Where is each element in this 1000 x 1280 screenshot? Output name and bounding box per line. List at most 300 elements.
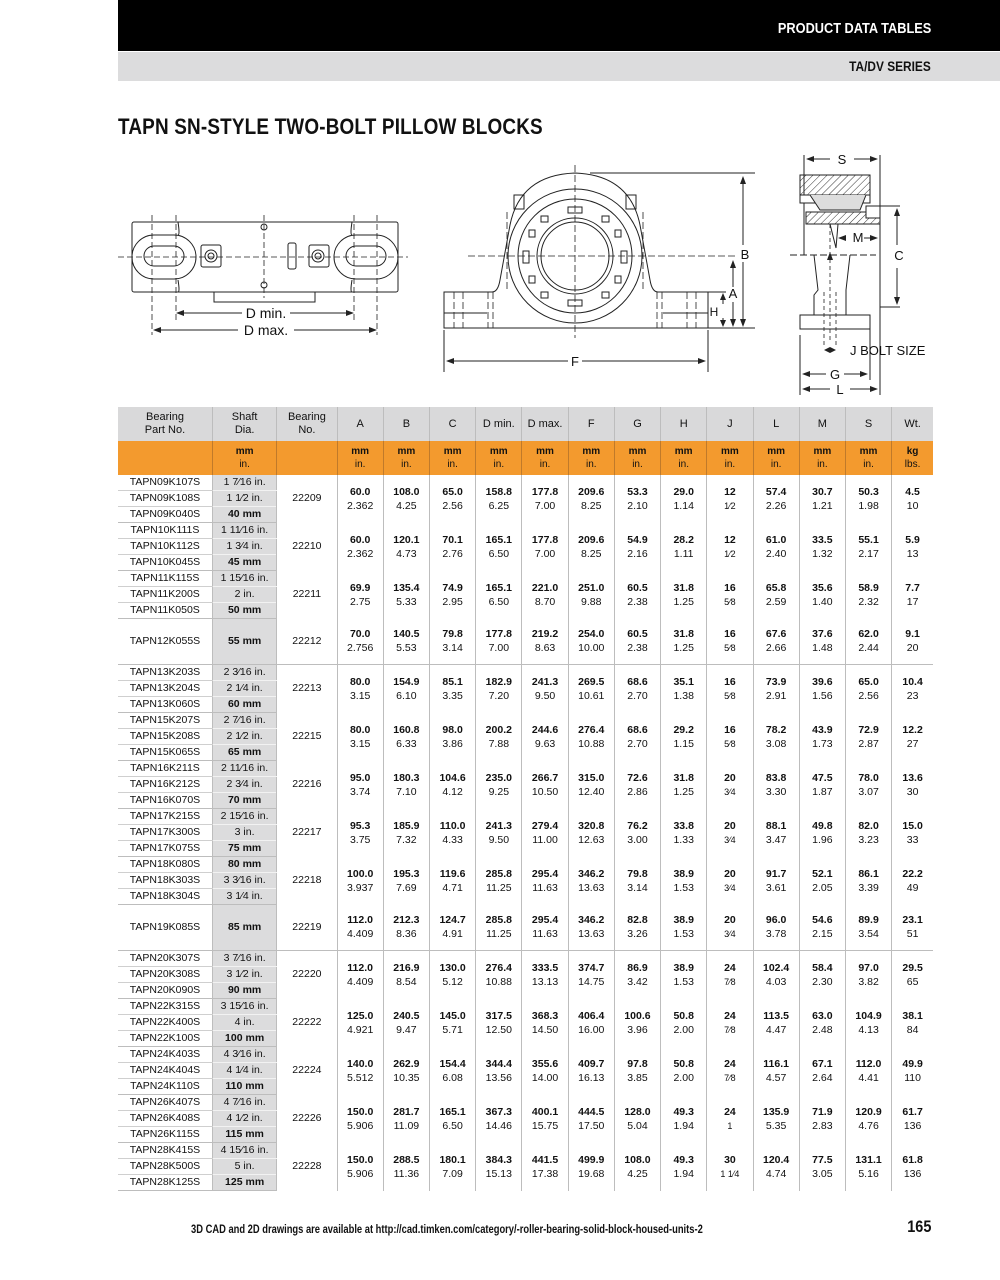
shaft-diameter-cell: 115 mm	[212, 1127, 276, 1143]
unit-metric: mm	[397, 446, 416, 457]
metric-value: 65.0	[858, 675, 879, 688]
metric-value: 262.9	[393, 1057, 420, 1070]
dim-s-label: S	[837, 152, 847, 167]
dimension-cell-g	[614, 951, 660, 999]
dimension-cell-g	[614, 571, 660, 619]
dimension-cell-wt	[892, 571, 933, 619]
part-number-cell: TAPN19K085S	[118, 905, 212, 951]
shaft-diameter-cell: 2 3⁄16 in.	[212, 665, 276, 681]
imperial-value: 8.54	[396, 975, 417, 988]
dimension-cell-g	[614, 761, 660, 809]
shaft-diameter-cell: 1 15⁄16 in.	[212, 571, 276, 587]
metric-value: 5.9	[905, 533, 920, 546]
metric-value: 49.8	[812, 819, 833, 832]
metric-value: 29.5	[902, 961, 923, 974]
unit-metric: kg	[906, 446, 919, 457]
metric-value: 80.0	[349, 675, 371, 688]
dimension-cell-f	[568, 475, 614, 523]
imperial-value: 1.25	[673, 595, 694, 608]
imperial-value: 136	[903, 1119, 922, 1132]
shaft-diameter-cell: 3 1⁄4 in.	[212, 889, 276, 905]
dimension-cell-h	[661, 713, 707, 761]
dimension-cell-wt	[892, 665, 933, 713]
unit-imperial: in.	[401, 459, 412, 470]
imperial-value: 8.36	[396, 928, 417, 941]
metric-value: 37.6	[812, 628, 833, 641]
dimension-cell-a	[337, 951, 383, 999]
dimension-cell-dmin	[476, 523, 522, 571]
series-title: TA/DV SERIES	[849, 59, 931, 74]
bearing-number-cell: 22219	[277, 905, 337, 951]
dimension-cell-m	[799, 523, 845, 571]
metric-value: 60.0	[349, 485, 371, 498]
imperial-value: 3.15	[349, 689, 371, 702]
imperial-value: 10.88	[485, 975, 512, 988]
dimension-cell-dmin	[476, 761, 522, 809]
shaft-diameter-cell: 110 mm	[212, 1079, 276, 1095]
imperial-value: 1.48	[812, 642, 833, 655]
imperial-value: 5.04	[627, 1119, 648, 1132]
dimension-cell-c	[429, 999, 475, 1047]
unit-imperial: in.	[354, 459, 366, 470]
imperial-value: 30	[906, 785, 919, 798]
metric-value: 200.2	[485, 723, 512, 736]
metric-value: 295.4	[531, 914, 559, 927]
metric-value: 65.0	[442, 485, 463, 498]
metric-value: 30	[724, 1153, 736, 1166]
unit-imperial: in.	[239, 459, 250, 470]
dimension-cell-c	[429, 1095, 475, 1143]
imperial-value: 2.15	[812, 928, 833, 941]
imperial-value: 5.512	[347, 1071, 374, 1084]
metric-value: 24	[724, 1009, 736, 1022]
column-header-wt	[892, 407, 933, 441]
column-header-part	[118, 407, 212, 441]
shaft-diameter-cell: 4 1⁄2 in.	[212, 1111, 276, 1127]
imperial-value: 9.50	[534, 689, 556, 702]
metric-value: 355.6	[531, 1057, 559, 1070]
imperial-value: 33	[906, 833, 919, 846]
dimension-cell-dmin	[476, 619, 522, 665]
metric-value: 24	[724, 961, 736, 974]
imperial-value: 3.39	[858, 881, 879, 894]
front-view-drawing	[430, 140, 770, 380]
dimension-cell-c	[429, 809, 475, 857]
dimension-cell-m	[799, 619, 845, 665]
unit-cell-c	[429, 441, 475, 475]
shaft-diameter-cell: 2 in.	[212, 587, 276, 603]
metric-value: 33.5	[812, 533, 833, 546]
part-number-cell: TAPN10K112S	[118, 539, 212, 555]
dimension-cell-j	[707, 713, 753, 761]
dimension-cell-l	[753, 1047, 799, 1095]
part-number-cell: TAPN11K115S	[118, 571, 212, 587]
imperial-value: 10.35	[393, 1071, 420, 1084]
dimension-cell-dmin	[476, 809, 522, 857]
imperial-value: 2.30	[812, 975, 833, 988]
dimension-cell-wt	[892, 951, 933, 999]
imperial-value: 3.30	[765, 785, 787, 798]
unit-metric: mm	[721, 446, 739, 457]
footer-cad-note: 3D CAD and 2D drawings are available at http://cad.timken.com/category/-roller-bearing-solid-block-housed-units-2	[191, 1222, 703, 1236]
dimension-cell-a	[337, 999, 383, 1047]
metric-value: 182.9	[485, 675, 512, 688]
metric-value: 77.5	[812, 1153, 833, 1166]
metric-value: 135.4	[393, 581, 420, 594]
imperial-value: 4.409	[347, 928, 374, 941]
dimension-cell-b	[383, 475, 429, 523]
metric-value: 35.6	[812, 581, 833, 594]
metric-value: 91.7	[765, 867, 787, 880]
imperial-value: 5⁄8	[724, 643, 736, 654]
imperial-value: 3.07	[858, 785, 879, 798]
dimension-cell-m	[799, 665, 845, 713]
imperial-value: 3.23	[858, 833, 879, 846]
metric-value: 78.0	[858, 771, 879, 784]
dimension-cell-m	[799, 1095, 845, 1143]
imperial-value: 3.47	[765, 833, 787, 846]
imperial-value: 4.25	[627, 1167, 648, 1180]
imperial-value: 11.63	[532, 881, 558, 894]
dimension-cell-g	[614, 1095, 660, 1143]
dimension-cell-dmax	[522, 619, 568, 665]
metric-value: 124.7	[439, 914, 466, 927]
dimension-cell-s	[845, 665, 891, 713]
metric-value: 76.2	[627, 819, 648, 832]
dimension-cell-s	[845, 809, 891, 857]
imperial-value: 7.20	[488, 689, 510, 702]
metric-value: 95.0	[349, 771, 371, 784]
dimension-cell-h	[661, 905, 707, 951]
metric-value: 367.3	[485, 1105, 512, 1118]
dimension-cell-g	[614, 999, 660, 1047]
section-header-bar	[118, 0, 1000, 51]
metric-value: 108.0	[624, 1153, 651, 1166]
column-header-label: A	[356, 417, 364, 430]
shaft-diameter-cell: 75 mm	[212, 841, 276, 857]
imperial-value: 2.48	[812, 1023, 833, 1036]
dimension-cell-h	[661, 1047, 707, 1095]
dimension-cell-b	[383, 523, 429, 571]
part-number-cell: TAPN24K110S	[118, 1079, 212, 1095]
dimension-cell-b	[383, 619, 429, 665]
imperial-value: 17.38	[531, 1167, 559, 1180]
metric-value: 195.3	[393, 867, 420, 880]
unit-imperial: in.	[539, 459, 551, 470]
imperial-value: 4.41	[858, 1071, 879, 1084]
dimension-cell-a	[337, 475, 383, 523]
part-number-cell: TAPN17K300S	[118, 825, 212, 841]
imperial-value: 2.70	[627, 737, 648, 750]
imperial-value: 4.47	[765, 1023, 787, 1036]
metric-value: 96.0	[765, 914, 787, 927]
metric-value: 160.8	[393, 723, 420, 736]
dimension-cell-l	[753, 619, 799, 665]
imperial-value: 3.78	[765, 928, 787, 941]
metric-value: 158.8	[485, 485, 512, 498]
column-header-dmax	[522, 407, 568, 441]
unit-imperial: lbs.	[904, 459, 921, 470]
metric-value: 12.2	[902, 723, 923, 736]
dimension-cell-f	[568, 857, 614, 905]
metric-value: 60.5	[627, 581, 648, 594]
dimension-cell-f	[568, 665, 614, 713]
imperial-value: 2.05	[812, 881, 833, 894]
metric-value: 63.0	[812, 1009, 833, 1022]
imperial-value: 2.66	[765, 642, 787, 655]
imperial-value: 19.68	[578, 1167, 605, 1180]
shaft-diameter-cell: 125 mm	[212, 1175, 276, 1191]
imperial-value: 84	[906, 1023, 919, 1036]
series-header-bar	[118, 52, 1000, 81]
imperial-value: 3.75	[349, 833, 371, 846]
metric-value: 104.6	[439, 771, 466, 784]
imperial-value: 8.25	[581, 499, 602, 512]
dimension-cell-s	[845, 523, 891, 571]
dimension-cell-m	[799, 761, 845, 809]
dimension-cell-b	[383, 809, 429, 857]
dimension-cell-dmin	[476, 1143, 522, 1191]
imperial-value: 3.00	[627, 833, 648, 846]
imperial-value: 16.13	[578, 1071, 605, 1084]
dimension-cell-a	[337, 665, 383, 713]
dimension-cell-h	[661, 1143, 707, 1191]
metric-value: 60.0	[349, 533, 371, 546]
dimension-cell-f	[568, 951, 614, 999]
imperial-value: 5.12	[442, 975, 463, 988]
metric-value: 73.9	[765, 675, 787, 688]
imperial-value: 4.12	[442, 785, 463, 798]
imperial-value: 2.64	[812, 1071, 833, 1084]
dimension-cell-c	[429, 905, 475, 951]
table-row	[118, 475, 933, 491]
unit-imperial: in.	[863, 459, 874, 470]
unit-metric: mm	[351, 446, 370, 457]
imperial-value: 3.14	[442, 642, 463, 655]
imperial-value: 7.69	[396, 881, 417, 894]
imperial-value: 2.56	[858, 689, 879, 702]
column-header-label: Part No.	[144, 424, 186, 436]
metric-value: 295.4	[531, 867, 559, 880]
metric-value: 346.2	[578, 867, 605, 880]
shaft-diameter-cell: 2 11⁄16 in.	[212, 761, 276, 777]
imperial-value: 2.40	[765, 547, 787, 560]
shaft-diameter-cell: 40 mm	[212, 507, 276, 523]
metric-value: 86.1	[858, 867, 879, 880]
metric-value: 444.5	[578, 1105, 605, 1118]
dim-g-label: G	[829, 367, 841, 382]
dimension-cell-dmax	[522, 761, 568, 809]
dimension-cell-s	[845, 571, 891, 619]
imperial-value: 12.63	[578, 833, 605, 846]
imperial-value: 4.25	[396, 499, 417, 512]
imperial-value: 4.13	[858, 1023, 879, 1036]
part-number-cell: TAPN09K108S	[118, 491, 212, 507]
dimension-cell-j	[707, 571, 753, 619]
imperial-value: 2.44	[858, 642, 879, 655]
part-number-cell: TAPN20K090S	[118, 983, 212, 999]
metric-value: 240.5	[393, 1009, 420, 1022]
imperial-value: 27	[906, 737, 919, 750]
metric-value: 70.0	[349, 628, 371, 641]
metric-value: 116.1	[763, 1057, 789, 1070]
metric-value: 88.1	[765, 819, 787, 832]
imperial-value: 5.906	[347, 1119, 374, 1132]
unit-imperial: in.	[447, 459, 458, 470]
metric-value: 23.1	[902, 914, 923, 927]
unit-cell-dmax	[522, 441, 568, 475]
metric-value: 39.6	[812, 675, 833, 688]
metric-value: 120.4	[762, 1153, 790, 1166]
dimension-cell-h	[661, 999, 707, 1047]
dimension-cell-j	[707, 951, 753, 999]
dimension-cell-dmax	[522, 1095, 568, 1143]
dimension-cell-l	[753, 809, 799, 857]
metric-value: 112.0	[347, 914, 373, 927]
dimension-cell-b	[383, 761, 429, 809]
dimension-cell-j	[707, 761, 753, 809]
imperial-value: 4.409	[347, 975, 374, 988]
imperial-value: 2.26	[765, 499, 787, 512]
metric-value: 374.7	[578, 961, 605, 974]
dimension-cell-l	[753, 713, 799, 761]
metric-value: 22.2	[902, 867, 923, 880]
dimension-cell-j	[707, 1095, 753, 1143]
dimension-cell-dmin	[476, 571, 522, 619]
metric-value: 9.1	[905, 628, 920, 641]
imperial-value: 1.33	[673, 833, 694, 846]
unit-cell-bno	[277, 441, 337, 475]
metric-value: 100.6	[624, 1009, 651, 1022]
metric-value: 254.0	[578, 628, 605, 641]
unit-metric: mm	[443, 446, 462, 457]
page-title: TAPN SN-STYLE TWO-BOLT PILLOW BLOCKS	[118, 114, 543, 139]
dimension-cell-b	[383, 1047, 429, 1095]
imperial-value: 9.88	[581, 595, 602, 608]
shaft-diameter-cell: 4 in.	[212, 1015, 276, 1031]
imperial-value: 2.16	[627, 547, 648, 560]
part-number-cell: TAPN17K075S	[118, 841, 212, 857]
imperial-value: 11.36	[393, 1167, 420, 1180]
column-header-label: B	[402, 417, 411, 430]
metric-value: 83.8	[765, 771, 787, 784]
shaft-diameter-cell: 4 7⁄16 in.	[212, 1095, 276, 1111]
shaft-diameter-cell: 1 3⁄4 in.	[212, 539, 276, 555]
dimension-cell-wt	[892, 809, 933, 857]
shaft-diameter-cell: 3 in.	[212, 825, 276, 841]
metric-value: 333.5	[531, 961, 559, 974]
imperial-value: 16.00	[578, 1023, 605, 1036]
side-view-drawing	[770, 140, 970, 400]
part-number-cell: TAPN15K208S	[118, 729, 212, 745]
metric-value: 50.8	[673, 1057, 694, 1070]
unit-metric: mm	[582, 446, 601, 457]
imperial-value: 5.35	[765, 1119, 787, 1132]
part-number-cell: TAPN16K070S	[118, 793, 212, 809]
imperial-value: 7.32	[396, 833, 417, 846]
imperial-value: 1⁄2	[724, 548, 736, 559]
dimension-cell-b	[383, 1143, 429, 1191]
imperial-value: 2.756	[347, 642, 374, 655]
imperial-value: 3.74	[349, 785, 371, 798]
dimension-cell-dmax	[522, 475, 568, 523]
metric-value: 33.8	[673, 819, 694, 832]
metric-value: 24	[724, 1105, 736, 1118]
imperial-value: 1.40	[812, 595, 833, 608]
dimension-cell-l	[753, 999, 799, 1047]
dimension-cell-dmax	[522, 905, 568, 951]
metric-value: 52.1	[812, 867, 833, 880]
unit-imperial: in.	[632, 459, 643, 470]
dimension-cell-b	[383, 999, 429, 1047]
shaft-diameter-cell: 80 mm	[212, 857, 276, 873]
bearing-number-cell: 22213	[277, 665, 337, 713]
metric-value: 221.0	[531, 581, 559, 594]
dimension-cell-dmin	[476, 1047, 522, 1095]
column-header-g	[614, 407, 660, 441]
imperial-value: 3.42	[627, 975, 648, 988]
metric-value: 38.1	[902, 1009, 923, 1022]
metric-value: 145.0	[439, 1009, 466, 1022]
dimension-cell-c	[429, 475, 475, 523]
table-row	[118, 713, 933, 729]
imperial-value: 3⁄4	[724, 786, 736, 797]
unit-metric: mm	[767, 446, 786, 457]
imperial-value: 6.08	[442, 1071, 463, 1084]
imperial-value: 1.56	[812, 689, 833, 702]
dimension-cell-c	[429, 857, 475, 905]
dimension-cell-a	[337, 619, 383, 665]
metric-value: 10.4	[902, 675, 923, 688]
table-row	[118, 619, 933, 665]
unit-cell-a	[337, 441, 383, 475]
imperial-value: 14.50	[531, 1023, 559, 1036]
dimension-cell-dmin	[476, 999, 522, 1047]
shaft-diameter-cell: 1 7⁄16 in.	[212, 475, 276, 491]
shaft-diameter-cell: 50 mm	[212, 603, 276, 619]
imperial-value: 2.59	[765, 595, 787, 608]
shaft-diameter-cell: 90 mm	[212, 983, 276, 999]
metric-value: 31.8	[673, 581, 694, 594]
dimension-cell-l	[753, 761, 799, 809]
dimension-cell-f	[568, 1047, 614, 1095]
metric-value: 165.1	[439, 1105, 466, 1118]
imperial-value: 1	[727, 1120, 733, 1131]
dimension-cell-wt	[892, 761, 933, 809]
metric-value: 112.0	[347, 961, 373, 974]
dimension-cell-f	[568, 713, 614, 761]
dimension-cell-f	[568, 809, 614, 857]
metric-value: 317.5	[485, 1009, 512, 1022]
imperial-value: 5⁄8	[724, 738, 736, 749]
imperial-value: 9.47	[396, 1023, 417, 1036]
dimension-cell-h	[661, 619, 707, 665]
pillow-block-data-table	[118, 407, 933, 1191]
dimension-cell-s	[845, 951, 891, 999]
metric-value: 16	[724, 628, 736, 641]
metric-value: 61.8	[902, 1153, 923, 1166]
metric-value: 79.8	[627, 867, 648, 880]
dimension-cell-s	[845, 761, 891, 809]
table-row	[118, 761, 933, 777]
metric-value: 154.9	[393, 675, 420, 688]
metric-value: 110.0	[439, 819, 466, 832]
imperial-value: 5.71	[442, 1023, 463, 1036]
imperial-value: 3.86	[442, 737, 463, 750]
dimension-cell-a	[337, 713, 383, 761]
imperial-value: 14.75	[578, 975, 605, 988]
part-number-cell: TAPN28K500S	[118, 1159, 212, 1175]
